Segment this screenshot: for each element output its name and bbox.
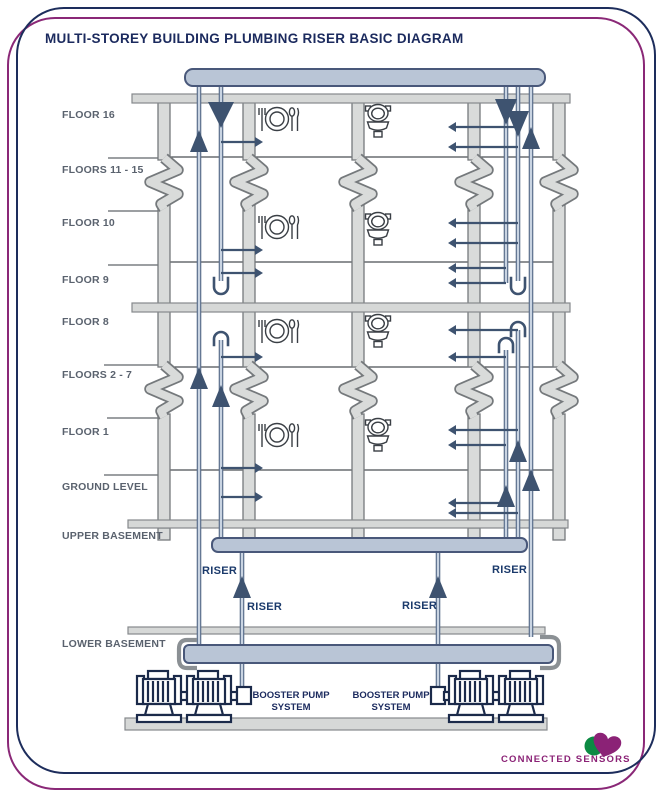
- wall-columns: [150, 96, 573, 540]
- flow-arrow-up-icon: [522, 469, 540, 491]
- booster-pump-label-right: BOOSTER PUMP SYSTEM: [352, 690, 430, 713]
- floor-label-8: FLOOR 8: [62, 316, 109, 328]
- riser-label-1: RISER: [202, 565, 238, 577]
- riser-label-3: RISER: [402, 600, 438, 612]
- floor-label-16: FLOOR 16: [62, 109, 115, 121]
- floor-label-upper-basement: UPPER BASEMENT: [62, 530, 163, 542]
- booster-pump-label-left: BOOSTER PUMP SYSTEM: [252, 690, 330, 713]
- upper-basement-tank: [212, 538, 527, 552]
- floor-label-lower-basement: LOWER BASEMENT: [62, 638, 166, 650]
- flow-arrow-up-icon: [522, 127, 540, 149]
- connected-sensors-logo-text: CONNECTED SENSORS: [501, 754, 631, 765]
- flow-arrow-up-icon: [190, 367, 208, 389]
- riser-label-4: RISER: [492, 564, 528, 576]
- floor-label-2-7: FLOORS 2 - 7: [62, 369, 133, 381]
- flow-arrow-up-icon: [190, 130, 208, 152]
- flow-arrow-up-icon: [233, 576, 251, 598]
- floor-label-9: FLOOR 9: [62, 274, 109, 286]
- floor-label-10: FLOOR 10: [62, 217, 115, 229]
- page-title: MULTI-STOREY BUILDING PLUMBING RISER BASIC DIAGRAM: [45, 31, 464, 46]
- riser-label-2: RISER: [247, 601, 283, 613]
- flow-arrow-up-icon: [429, 576, 447, 598]
- booster-pump-assembly: [137, 671, 543, 722]
- lower-basement-tank: [184, 645, 553, 663]
- floor-label-1: FLOOR 1: [62, 426, 109, 438]
- floor-label-11-15: FLOORS 11 - 15: [62, 164, 144, 176]
- floor-label-ground: GROUND LEVEL: [62, 481, 148, 493]
- flow-arrow-up-icon: [212, 385, 230, 407]
- flow-arrow-down-icon: [208, 102, 234, 128]
- roof-header-pipe: [185, 69, 545, 86]
- flow-arrow-up-icon: [509, 440, 527, 462]
- flow-arrow-down-icon: [507, 111, 529, 137]
